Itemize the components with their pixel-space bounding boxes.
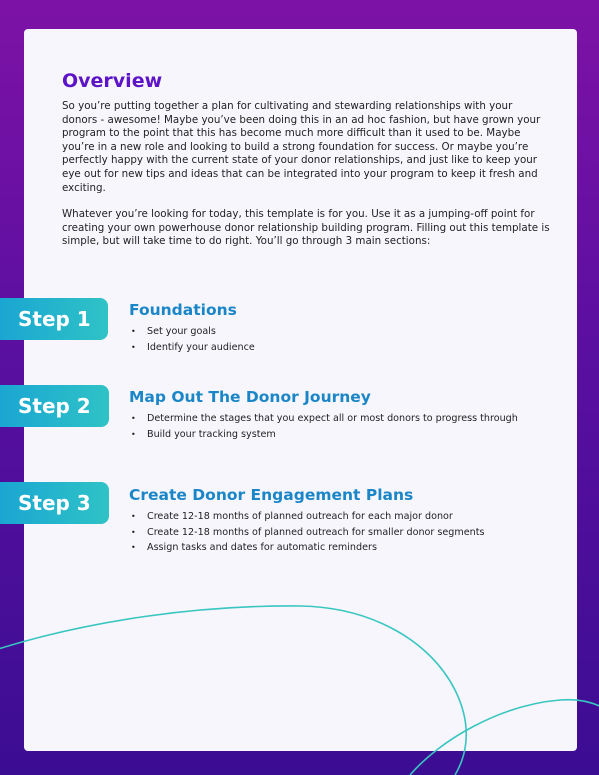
list-item: • Create 12-18 months of planned outreach for each major donor — [129, 509, 549, 525]
step-3-section — [129, 485, 549, 556]
overview-paragraph-1: So you’re putting together a plan for cultivating and stewarding relationships with your donors - awesome! Maybe you’ve been doing this in an ad hoc fashion, but have grown your program to the point that this has become much more difficult than it used to be. Maybe you’re in a new role and looking to build a strong foundation for success. Or maybe you’re perfectly happy with the current state of your donor relationships, and just like to keep your eye out for new tips and ideas that can be integrated into your program to keep it fresh and exciting. — [62, 100, 541, 194]
step-3-tab: Step 3 — [0, 482, 109, 524]
list-item: • Identify your audience — [129, 340, 549, 356]
step-3-list — [129, 509, 549, 556]
list-item: • Assign tasks and dates for automatic reminders — [129, 540, 549, 556]
step-3-title: Create Donor Engagement Plans — [129, 486, 414, 504]
list-item: • Build your tracking system — [129, 427, 549, 443]
list-item: • Create 12-18 months of planned outreach for smaller donor segments — [129, 525, 549, 541]
step-1-title: Foundations — [129, 301, 237, 319]
step-2-tab: Step 2 — [0, 385, 109, 427]
overview-paragraph-2: Whatever you’re looking for today, this template is for you. Use it as a jumping-off point for creating your own powerhouse donor relationship building program. Filling out this template is simple, but will take time to do right. You’ll go through 3 main sections: — [62, 208, 550, 248]
overview-section — [62, 69, 550, 249]
step-1-section — [129, 300, 549, 355]
step-1-list — [129, 324, 549, 355]
step-2-list — [129, 411, 549, 442]
list-item: • Determine the stages that you expect all or most donors to progress through — [129, 411, 549, 427]
list-item: • Set your goals — [129, 324, 549, 340]
step-2-title: Map Out The Donor Journey — [129, 388, 371, 406]
step-1-tab: Step 1 — [0, 298, 108, 340]
overview-title: Overview — [62, 70, 163, 92]
step-2-section — [129, 387, 549, 442]
